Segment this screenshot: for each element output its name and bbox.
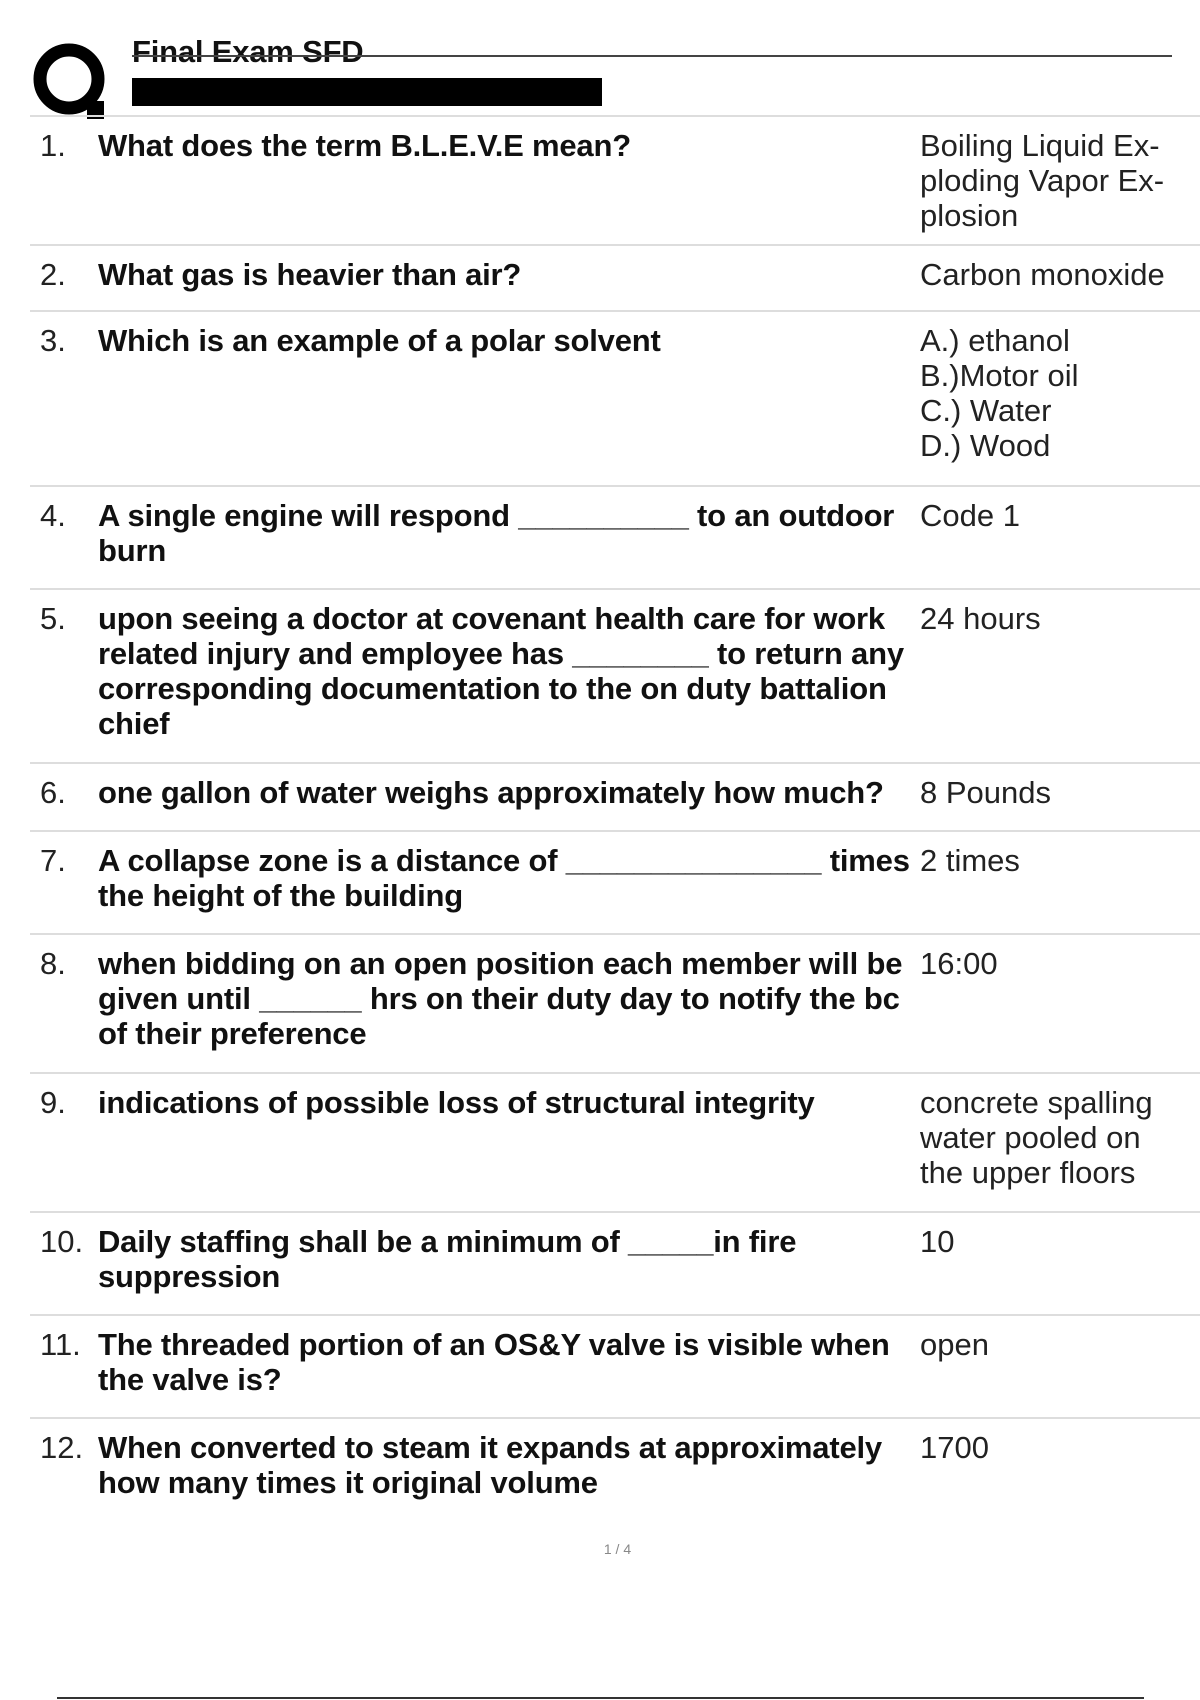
- document-header: [30, 30, 1150, 110]
- question-row: [30, 830, 1200, 933]
- redacted-block: [132, 78, 602, 106]
- question-text: The threaded portion of an OS&Y valve is visible when the valve is?: [98, 1327, 890, 1397]
- question-text: upon seeing a doctor at covenant health care for work related injury and employee has ________ to return any corresponding documentation to the on duty battalion chief: [98, 601, 904, 741]
- question-row: [30, 1072, 1200, 1211]
- question-row: [30, 1211, 1200, 1314]
- answer-text: open: [920, 1327, 989, 1362]
- question-number: 7.: [40, 843, 66, 878]
- question-row: [30, 485, 1200, 588]
- answer-text: Boiling Liquid Ex- ploding Vapor Ex- plosion: [920, 128, 1165, 233]
- question-number: 2.: [40, 257, 66, 292]
- answer-text: Code 1: [920, 498, 1020, 533]
- answer-text: Carbon monoxide: [920, 257, 1165, 292]
- question-number: 11.: [40, 1327, 81, 1362]
- question-text: A single engine will respond __________ to an outdoor burn: [98, 498, 895, 568]
- title-underline: [132, 55, 1172, 57]
- answer-text: 10: [920, 1224, 955, 1259]
- question-number: 8.: [40, 946, 66, 981]
- answer-text: 16:00: [920, 946, 998, 981]
- question-number: 10.: [40, 1224, 84, 1259]
- question-number: 3.: [40, 323, 66, 358]
- question-row: [30, 310, 1200, 485]
- answer-text: A.) ethanol B.)Motor oil C.) Water D.) Wood: [920, 323, 1079, 463]
- question-number: 1.: [40, 128, 66, 163]
- question-row: [30, 244, 1200, 310]
- question-number: 6.: [40, 775, 66, 810]
- question-row: [30, 588, 1200, 762]
- question-text: indications of possible loss of structural integrity: [98, 1085, 815, 1120]
- question-text: when bidding on an open position each member will be given until ______ hrs on their duty day to notify the bc of their preference: [98, 946, 903, 1051]
- answer-text: concrete spalling water pooled on the upper floors: [920, 1085, 1153, 1190]
- question-text: Daily staffing shall be a minimum of _____in fire suppression: [98, 1224, 797, 1294]
- question-text: one gallon of water weighs approximately how much?: [98, 775, 884, 810]
- question-list: [30, 115, 1200, 1512]
- answer-text: 1700: [920, 1430, 989, 1465]
- answer-text: 2 times: [920, 843, 1020, 878]
- answer-text: 8 Pounds: [920, 775, 1051, 810]
- question-number: 5.: [40, 601, 66, 636]
- question-text: What gas is heavier than air?: [98, 257, 522, 292]
- question-row: [30, 933, 1200, 1072]
- question-text: A collapse zone is a distance of _______________ times the height of the building: [98, 843, 910, 913]
- footer-divider: [57, 1697, 1144, 1699]
- answer-text: 24 hours: [920, 601, 1041, 636]
- document-title: Final Exam SFD: [132, 34, 364, 69]
- question-number: 9.: [40, 1085, 66, 1120]
- question-text: When converted to steam it expands at approximately how many times it original volume: [98, 1430, 882, 1500]
- question-number: 4.: [40, 498, 66, 533]
- question-number: 12.: [40, 1430, 84, 1465]
- page-indicator: 1 / 4: [603, 1541, 632, 1557]
- question-row: [30, 762, 1200, 830]
- question-text: What does the term B.L.E.V.E mean?: [98, 128, 631, 163]
- question-row: [30, 1314, 1200, 1417]
- question-row: [30, 1417, 1200, 1512]
- question-row: [30, 115, 1200, 244]
- question-text: Which is an example of a polar solvent: [98, 323, 661, 358]
